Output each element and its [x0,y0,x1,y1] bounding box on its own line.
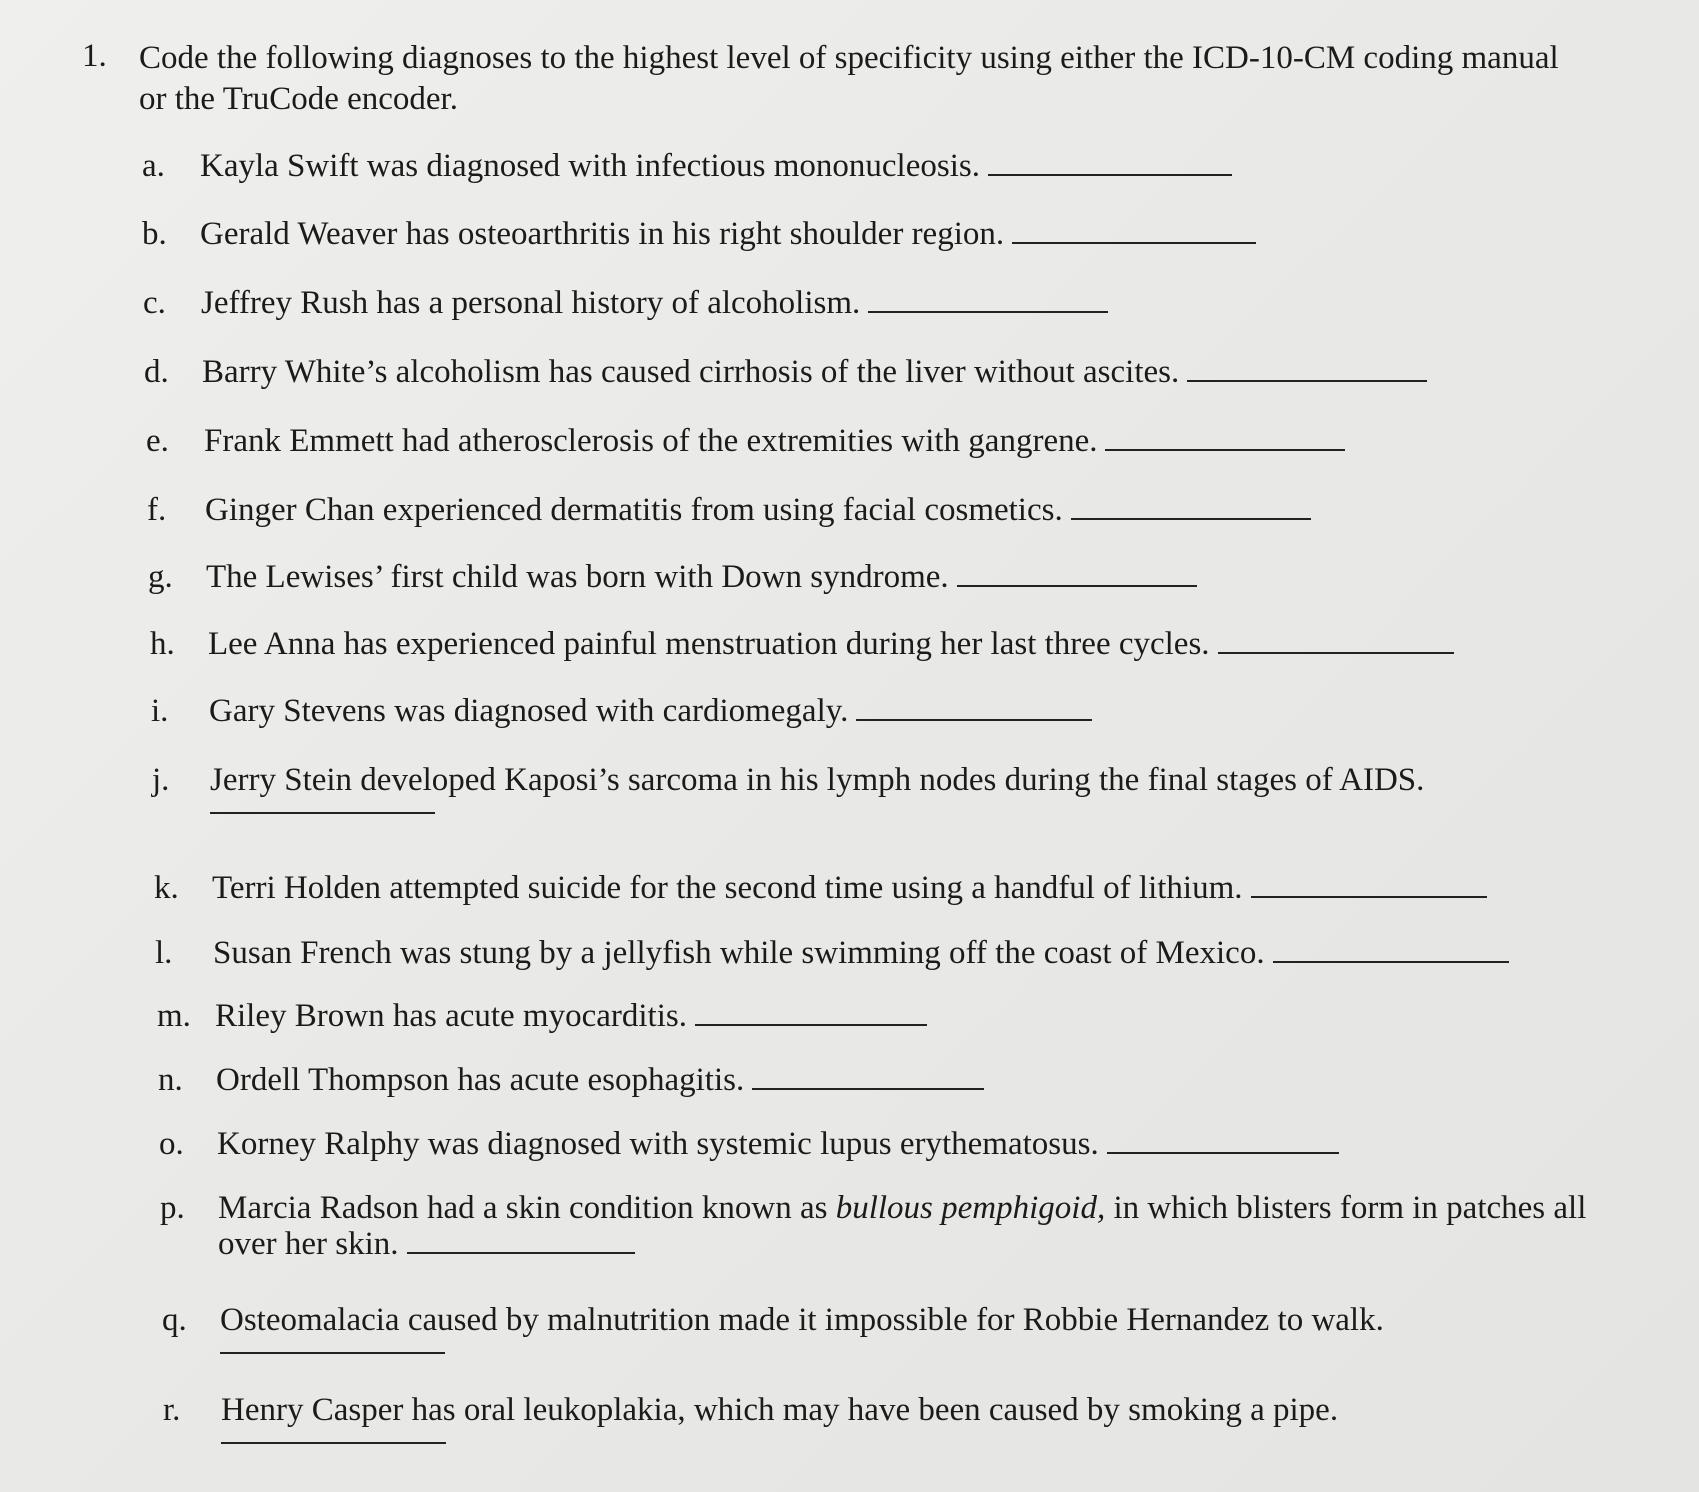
answer-blank[interactable] [957,559,1197,587]
item-text: Terri Holden attempted suicide for the second time using a handful of lithium. [212,870,1243,906]
item-letter: h. [150,626,175,662]
answer-blank[interactable] [210,802,435,814]
answer-blank[interactable] [1105,423,1345,451]
item-letter: l. [155,935,173,971]
item-text: Korney Ralphy was diagnosed with systemic lupus erythematosus. [217,1126,1099,1162]
answer-blank[interactable] [1071,492,1311,520]
answer-blank[interactable] [752,1062,984,1090]
item-text-post: in which blisters form in patches all over her skin. [218,1190,1587,1262]
item-letter: a. [142,148,165,184]
item-letter: d. [144,354,169,390]
item-letter: q. [162,1302,187,1338]
item-text-italic: bullous pemphigoid, [835,1190,1106,1226]
item-letter: j. [152,762,170,798]
item-text: Kayla Swift was diagnosed with infectious mononucleosis. [200,148,980,184]
item-text: The Lewises’ first child was born with Down syndrome. [206,559,949,595]
item-text: Jeffrey Rush has a personal history of alcoholism. [201,285,861,321]
item-text: Susan French was stung by a jellyfish while swimming off the coast of Mexico. [213,935,1265,971]
answer-blank[interactable] [407,1226,635,1254]
answer-blank[interactable] [695,998,927,1026]
item-letter: b. [142,216,167,252]
item-letter: n. [158,1062,183,1098]
answer-blank[interactable] [1273,935,1509,963]
item-text: Gary Stevens was diagnosed with cardiomegaly. [209,693,849,729]
answer-blank[interactable] [868,285,1108,313]
item-text: Jerry Stein developed Kaposi’s sarcoma in his lymph nodes during the final stages of AIDS. [210,762,1425,798]
answer-blank[interactable] [988,148,1232,176]
answer-blank[interactable] [1187,354,1427,382]
item-letter: k. [154,870,179,906]
item-text: Ginger Chan experienced dermatitis from using facial cosmetics. [205,492,1063,528]
item-text: Riley Brown has acute myocarditis. [215,998,687,1034]
item-text: Henry Casper has oral leukoplakia, which may have been caused by smoking a pipe. [221,1392,1339,1428]
answer-blank[interactable] [856,693,1092,721]
item-letter: p. [160,1190,185,1226]
item-text: Gerald Weaver has osteoarthritis in his right shoulder region. [200,216,1005,252]
item-text: Frank Emmett had atherosclerosis of the extremities with gangrene. [204,423,1098,459]
item-text-pre: Marcia Radson had a skin condition known as [218,1190,828,1226]
answer-blank[interactable] [1251,870,1487,898]
item-letter: f. [147,492,167,528]
item-letter: o. [159,1126,184,1162]
answer-blank[interactable] [1107,1126,1339,1154]
question-number: 1. [82,38,107,74]
item-letter: i. [151,693,169,729]
item-letter: m. [157,998,191,1034]
answer-blank[interactable] [220,1342,445,1354]
item-letter: c. [143,285,166,321]
item-text: Osteomalacia caused by malnutrition made it impossible for Robbie Hernandez to walk. [220,1302,1384,1338]
item-letter: e. [146,423,169,459]
question-prompt: Code the following diagnoses to the highest level of specificity using either the ICD-10-CM coding manual or the TruCode encoder. [139,40,1559,117]
answer-blank[interactable] [1012,216,1256,244]
item-text: Lee Anna has experienced painful menstruation during her last three cycles. [208,626,1210,662]
item-letter: g. [148,559,173,595]
item-letter: r. [163,1392,181,1428]
answer-blank[interactable] [221,1432,446,1444]
answer-blank[interactable] [1218,626,1454,654]
item-text: Barry White’s alcoholism has caused cirrhosis of the liver without ascites. [202,354,1180,390]
item-text: Ordell Thompson has acute esophagitis. [216,1062,745,1098]
